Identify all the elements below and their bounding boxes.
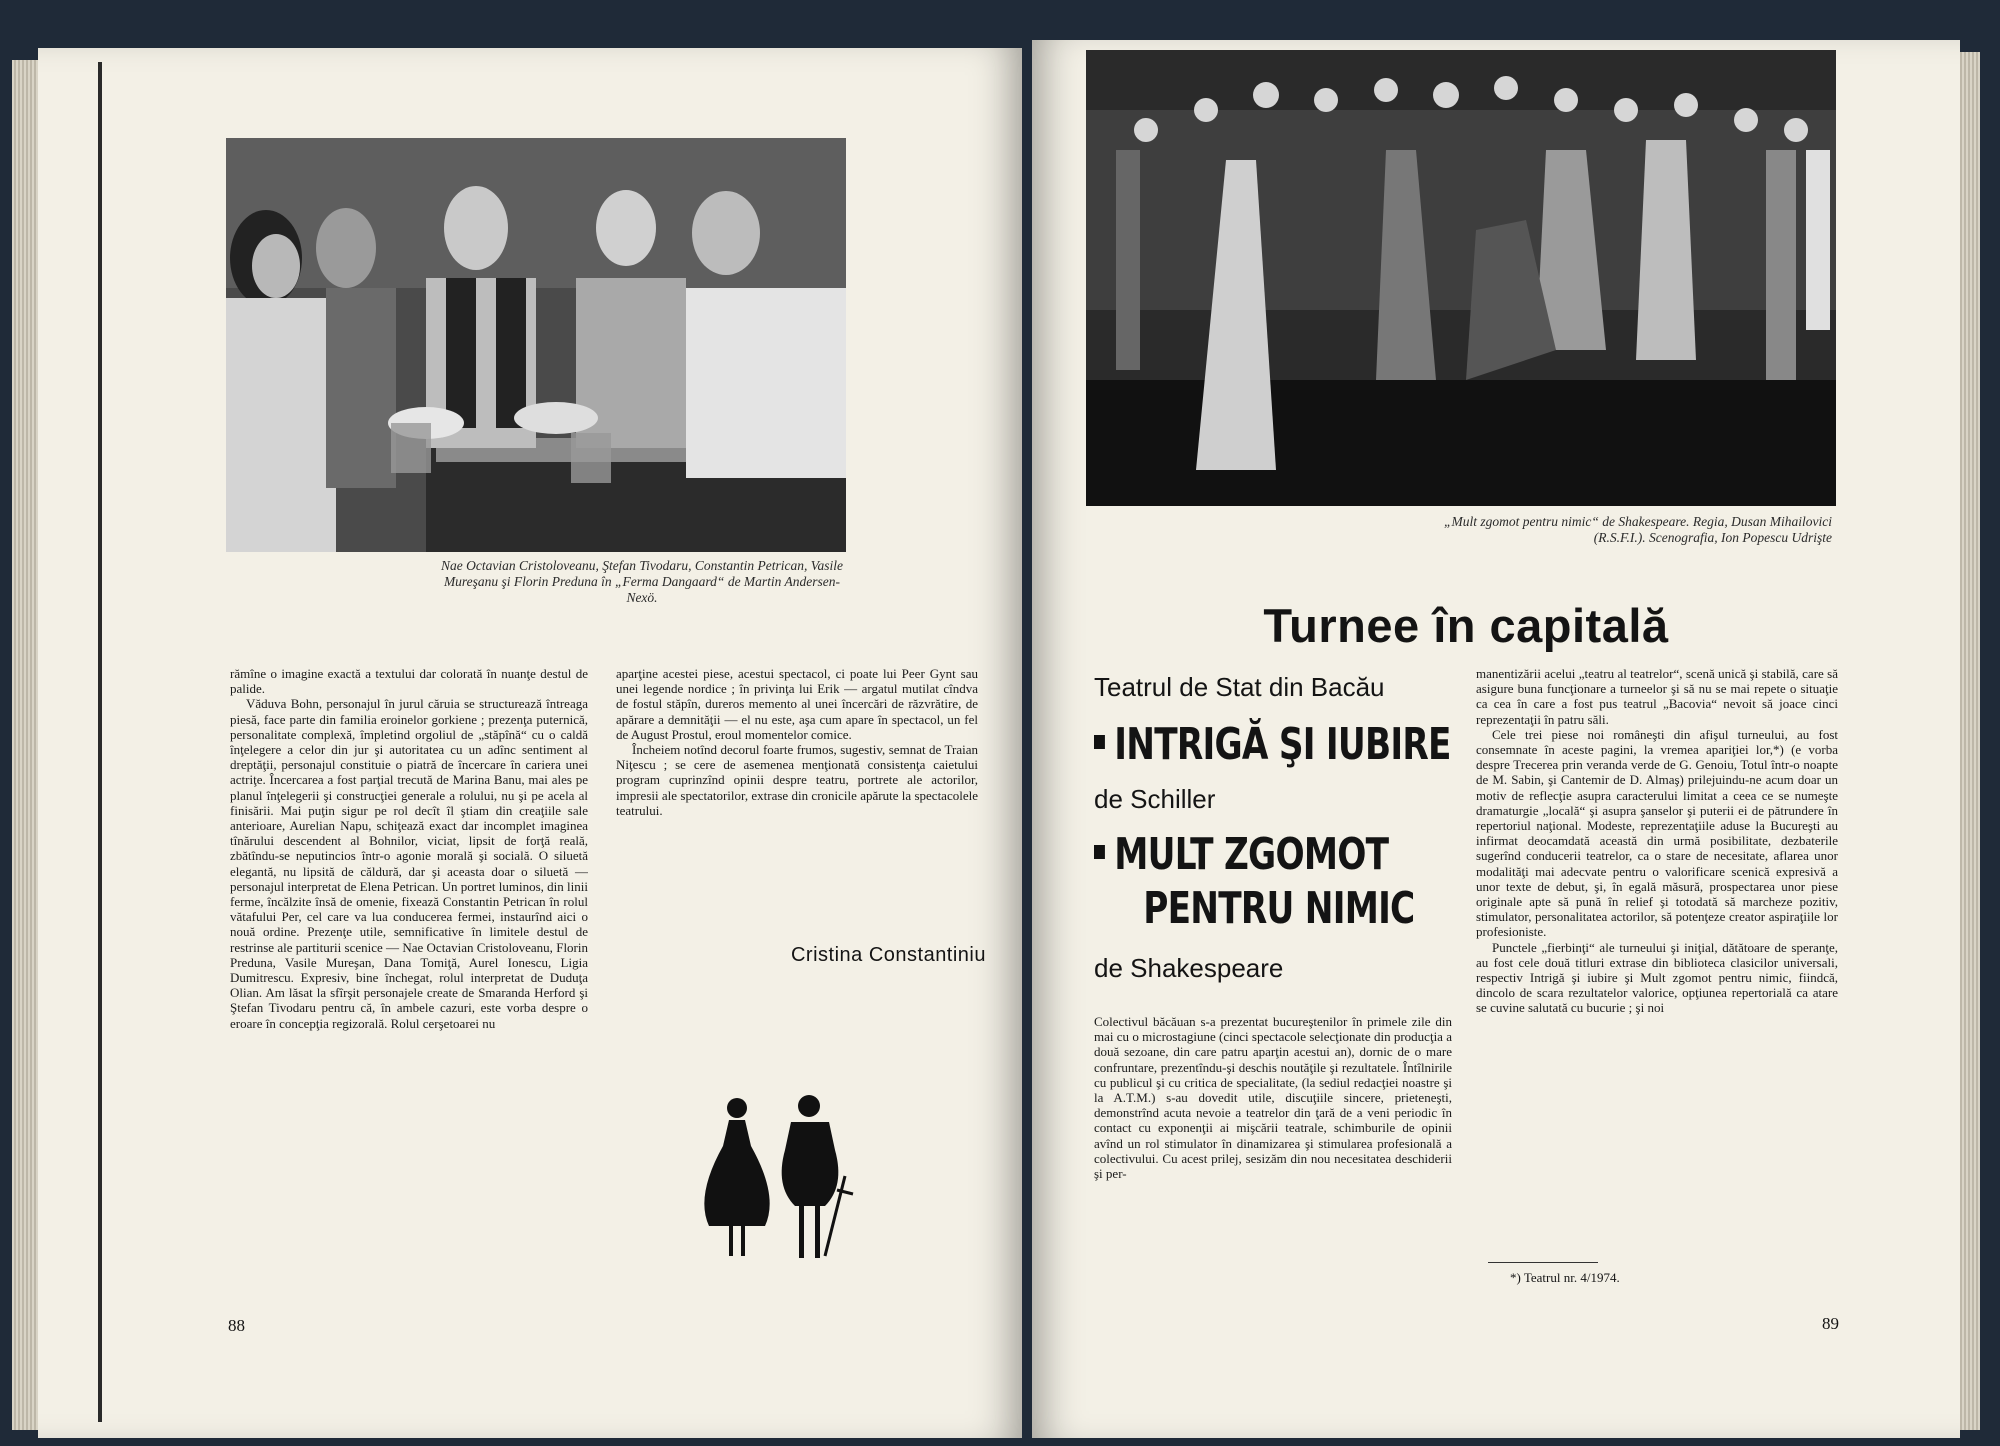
bullet-square-icon xyxy=(1094,735,1105,749)
paragraph: Colectivul băcăuan s-a prezentat bucureştenilor în primele zile din mai cu o microstagiune (cinci spectacole selecţionate din producţia a două sezoane, din care patru aparţin acestui an), dornic de o mare confruntare, prezentîndu-şi deschis noutăţile şi rezultatele. Întîlnirile cu publicul şi cu critica de specialitate, (la sediul redacţiei noastre şi la A.T.M.) s-au dovedit utile, discuţiile sincere, prieteneşti, demonstrînd acuta nevoie a teatrelor din ţară de a veni periodic în contact cu exponenţii ai mişcării teatrale, schimburile de opinii avînd un rol stimulator în dinamizarea şi stimularea profesională a colectivului. Cu acest prilej, sesizăm din nou necesitatea deschiderii şi per- xyxy=(1094,1014,1452,1182)
play-title-1: INTRIGĂ ŞI IUBIRE xyxy=(1094,718,1464,772)
article-column-right-2 xyxy=(1476,666,1838,1264)
author-signature: Cristina Constantiniu xyxy=(790,944,986,966)
bullet-square-icon xyxy=(1094,845,1105,859)
paragraph: manentizării acelui „teatru al teatrelor“, scenă unică şi stabilă, care să asigure buna funcţionare a turneelor şi să nu se mai repete o situaţie ca cea în care a fost pus teatrul „Bacovia“ nevoit să joace cinci reprezentaţii în patru săli. xyxy=(1476,666,1838,727)
photo-caption-left: Nae Octavian Cristoloveanu, Ştefan Tivodaru, Constantin Petrican, Vasile Mureşanu şi Florin Preduna în „Ferma Dangaard“ de Martin Andersen-Nexö. xyxy=(441,558,843,605)
article-column-left-2 xyxy=(616,666,978,946)
photo-mult-zgomot xyxy=(1086,50,1836,506)
paragraph: aparţine acestei piese, acestui spectacol, ci poate lui Peer Gynt sau unei legende nordice ; în privinţa lui Erik — argatul mutilat cîndva de fostul stăpîn, dureros memento al unei încercări de răzvrătire, de apărare a demnităţii — el nu este, aşa cum apare în spectacol, un fel de August Prostul, eroul momentelor comice. xyxy=(616,666,978,742)
article-column-right-1 xyxy=(1094,1014,1452,1286)
photo-caption-right: „Mult zgomot pentru nimic“ de Shakespeare. Regia, Dusan Mihailovici (R.S.F.I.). Scenografia, Ion Popescu Udrişte xyxy=(1444,514,1832,545)
paragraph: Punctele „fierbinţi“ ale turneului şi iniţial, dătătoare de speranţe, au fost cele două titluri extrase din biblioteca clasicilor universali, respectiv Intrigă şi iubire şi Mult zgomot pentru nimic, fiindcă, dincolo de scara rezultatelor valorice, opţiunea repertorială ca atare se cuvine salutată cu bucurie ; şi noi xyxy=(1476,939,1838,1016)
footnote: *) Teatrul nr. 4/1974. xyxy=(1510,1270,1620,1285)
page-number-left: 88 xyxy=(228,1316,245,1335)
footnote-divider xyxy=(1488,1262,1598,1263)
binding-line xyxy=(98,62,102,1422)
paragraph: Cele trei piese noi româneşti din afişul turneului, au fost consemnate în aceste pagini, la vremea apariţiei lor,*) (e vorba despre Trecerea prin veranda verde de G. Genoiu, Totul într-o noapte de M. Sabin, şi Cantemir de D. Almaş) prilejuindu-ne acum doar un motiv de reflecţie asupra caracterului limitat a ceea ce se numeşte dramaturgie „locală“ şi asupra şanselor şi puterii ei de pătrundere în repertoriul naţional. Modeste, reprezentaţiile aduse la Bucureşti au infirmat deocamdată această din urmă posibilitate, dezbaterile sugerînd conducerii teatrelor, ca o stare de necesitate, aflarea unor modalităţi mai adecvate pentru o valorificare scenică expresivă a unor texte de debut, şi, în egală măsură, prospectarea unor piese originale apte să pună în relief şi totodată să marcheze pozitiv, stimulator, personalitatea actorilor, să potenţeze creator aspiraţiile lor profesioniste. xyxy=(1476,726,1838,940)
play-author-2: de Shakespeare xyxy=(1094,953,1284,983)
theatre-name: Teatrul de Stat din Bacău xyxy=(1094,672,1385,702)
play-title-2-line-1: MULT ZGOMOT xyxy=(1094,828,1464,882)
paragraph: Văduva Bohn, personajul în jurul căruia se structurează întreaga piesă, face parte din familia eroinelor gorkiene ; prezenţa puternică, personalitate complexă, împletind orgoliul de „stăpînă“ cu o caldă înţelegere a celor din jur şi autoritatea cu un adînc sentiment al dreptăţii, personajul constituie o piatră de încercare în cariera unei actriţe. Încercarea a fost parţial trecută de Marina Banu, mai ales pe planul înţelegerii şi construcţiei generale a rolului, nu şi pe acela al finisării. Mai puţin sigur pe rol decît îl ştiam din creaţiile sale anterioare, Aurelian Napu, schiţează exact dar incomplet imaginea tînărului descendent al Bohnilor, viciat, lipsit de forţă reală, zbătîndu-se neputincios într-o agonie morală şi socială. O siluetă elegantă, nu lipsită de căldură, dar şi aceasta doar o siluetă — personajul interpretat de Elena Petrican. Un portret luminos, din linii ferme, încălzite însă de omenie, fixează Constantin Petrican în rolul vătafului Per, cel care va lua conducerea fermei, instaurînd aici o nouă ordine. Prezenţe utile, semnificative în limitele destul de restrinse ale partiturii scenice — Nae Octavian Cristoloveanu, Florin Preduna, Vasile Mureşan, Dana Tomiţă, Aurel Ionescu, Ligia Dumitrescu. Expresiv, bine închegat, rolul interpretat de Duduţa Olian. Am lăsat la sfîrşit personajele create de Smaranda Herford şi Ştefan Tivodaru pentru că, în ambele cazuri, este vorba despre o eroare în concepţia regizorală. Rolul cerşetoarei nu xyxy=(230,696,588,1031)
page-number-right: 89 xyxy=(1822,1314,1839,1333)
article-column-left-1 xyxy=(230,666,588,1290)
paragraph: rămîne o imagine exactă a textului dar colorată în nuanţe destul de palide. xyxy=(230,666,588,697)
play-author-1: de Schiller xyxy=(1094,784,1216,814)
photo-ferma-dangaard xyxy=(226,138,846,552)
paragraph: Încheiem notînd decorul foarte frumos, sugestiv, semnat de Traian Niţescu ; se cere de asemenea menţionată consistenţa caietului program cuprinzînd opinii despre teatru, portrete ale actorilor, impresii ale spectatorilor, extrase din cronicile apărute la spectacolele teatrului. xyxy=(616,742,978,818)
article-headline: Turnee în capitală xyxy=(1263,599,1669,652)
decorative-figures-illustration xyxy=(695,1086,855,1276)
play-title-2-line-2: PENTRU NIMIC xyxy=(1143,883,1415,934)
